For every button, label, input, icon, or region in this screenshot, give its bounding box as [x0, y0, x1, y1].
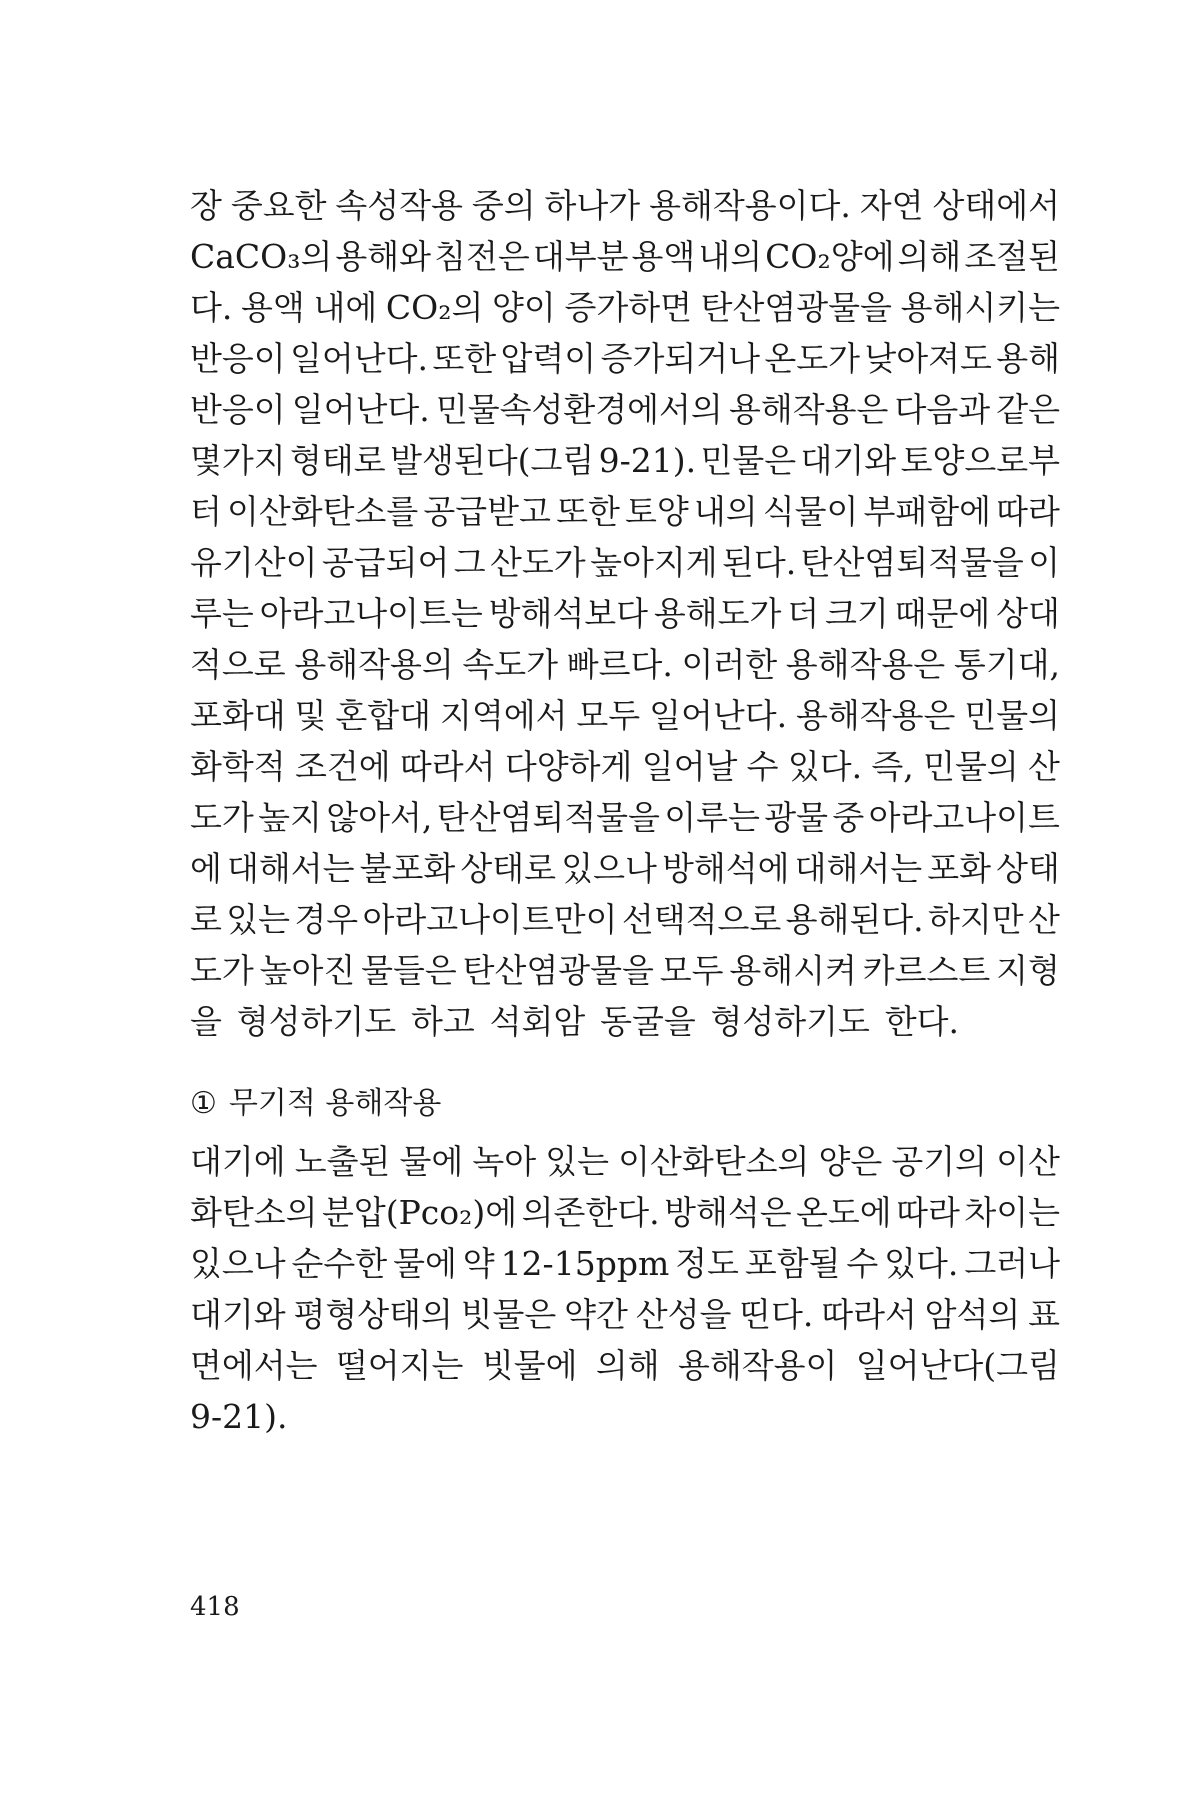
- paragraph2-line: 면에서는 떨어지는 빗물에 의해 용해작용이 일어난다(그림: [190, 1346, 1060, 1385]
- paragraph2-line: 9-21).: [190, 1397, 288, 1436]
- paragraph1-line: CaCO₃의 용해와 침전은 대부분 용액 내의 CO₂양에 의해 조절된: [190, 237, 1060, 276]
- paragraph1-line: 도가 높아진 물들은 탄산염광물을 모두 용해시켜 카르스트 지형: [190, 951, 1060, 990]
- paragraph2-line: 화탄소의 분압(Pco₂)에 의존한다. 방해석은 온도에 따라 차이는: [190, 1193, 1060, 1232]
- paragraph1-line: 루는 아라고나이트는 방해석보다 용해도가 더 크기 때문에 상대: [190, 594, 1060, 633]
- paragraph1-line: 반응이 일어난다. 민물속성환경에서의 용해작용은 다음과 같은: [190, 390, 1060, 429]
- paragraph1-line: 을 형성하기도 하고 석회암 동굴을 형성하기도 한다.: [190, 1002, 960, 1041]
- paragraph1-line: 화학적 조건에 따라서 다양하게 일어날 수 있다. 즉, 민물의 산: [190, 747, 1060, 786]
- paragraph-dissolution-overview: [190, 180, 1060, 1047]
- paragraph2-line: 대기와 평형상태의 빗물은 약간 산성을 띤다. 따라서 암석의 표: [190, 1295, 1060, 1334]
- page-number: 418: [190, 1592, 240, 1622]
- section-number: ①: [190, 1086, 217, 1121]
- paragraph-inorganic-dissolution: [190, 1136, 1060, 1442]
- paragraph2-line: 대기에 노출된 물에 녹아 있는 이산화탄소의 양은 공기의 이산: [190, 1142, 1060, 1181]
- section-heading: [190, 1082, 441, 1126]
- paragraph1-line: 도가 높지 않아서, 탄산염퇴적물을 이루는 광물 중 아라고나이트: [190, 798, 1060, 837]
- paragraph1-line: 몇가지 형태로 발생된다(그림 9-21). 민물은 대기와 토양으로부: [190, 441, 1060, 480]
- section-title: 무기적 용해작용: [228, 1086, 442, 1121]
- paragraph1-line: 로 있는 경우 아라고나이트만이 선택적으로 용해된다. 하지만 산: [190, 900, 1060, 939]
- paragraph1-line: 유기산이 공급되어 그 산도가 높아지게 된다. 탄산염퇴적물을 이: [190, 543, 1060, 582]
- paragraph1-line: 다. 용액 내에 CO₂의 양이 증가하면 탄산염광물을 용해시키는: [190, 288, 1060, 327]
- paragraph1-line: 에 대해서는 불포화 상태로 있으나 방해석에 대해서는 포화 상태: [190, 849, 1060, 888]
- paragraph1-line: 적으로 용해작용의 속도가 빠르다. 이러한 용해작용은 통기대,: [190, 645, 1060, 684]
- paragraph1-line: 터 이산화탄소를 공급받고 또한 토양 내의 식물이 부패함에 따라: [190, 492, 1060, 531]
- paragraph1-line: 반응이 일어난다. 또한 압력이 증가되거나 온도가 낮아져도 용해: [190, 339, 1060, 378]
- paragraph1-line: 장 중요한 속성작용 중의 하나가 용해작용이다. 자연 상태에서: [190, 186, 1060, 225]
- paragraph2-line: 있으나 순수한 물에 약 12-15ppm 정도 포함될 수 있다. 그러나: [190, 1244, 1060, 1283]
- paragraph1-line: 포화대 및 혼합대 지역에서 모두 일어난다. 용해작용은 민물의: [190, 696, 1060, 735]
